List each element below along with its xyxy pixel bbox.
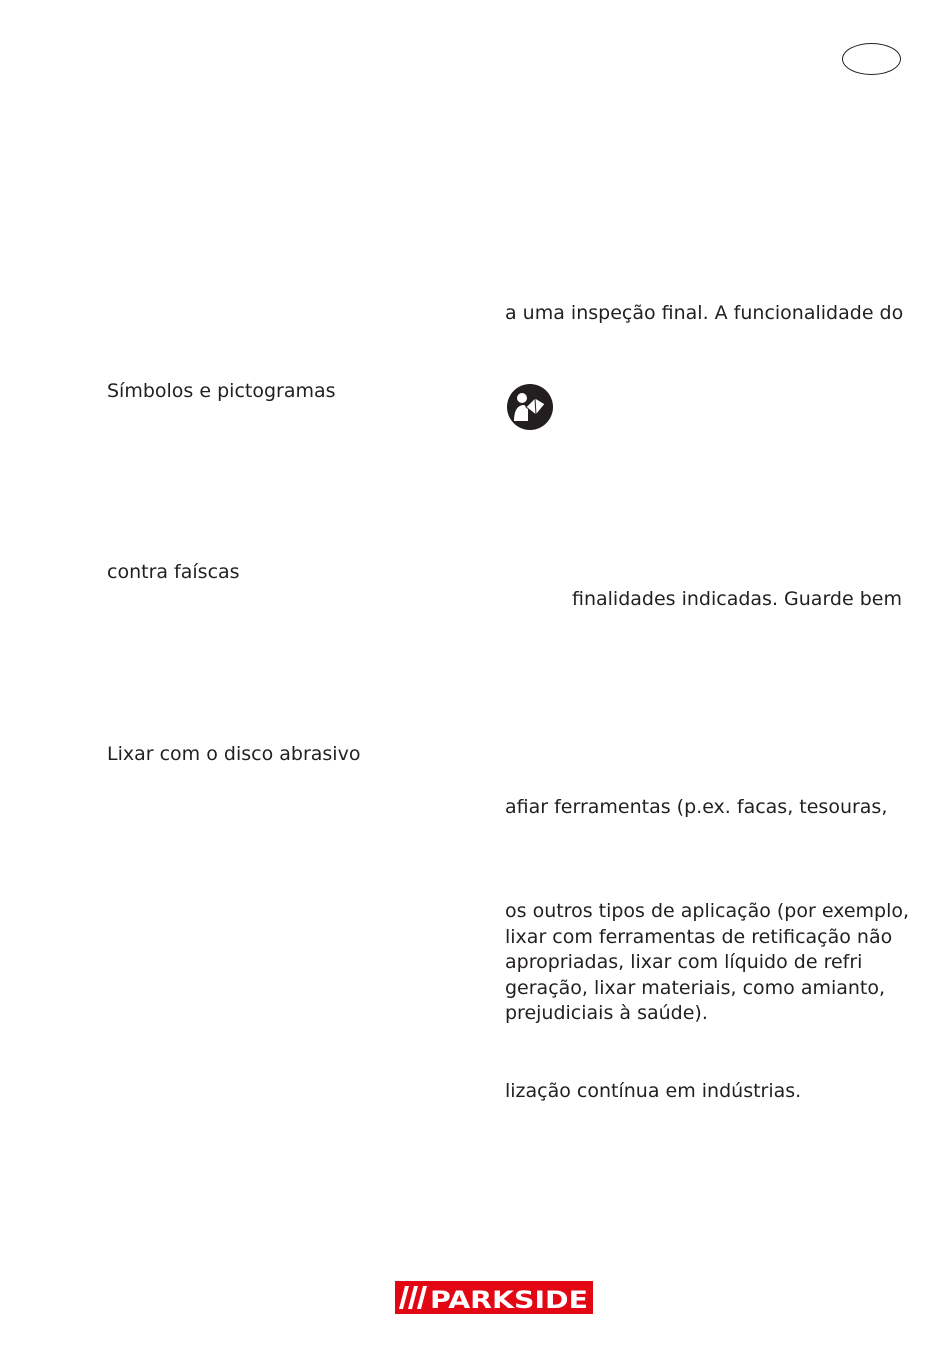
other-uses-line: apropriadas, lixar com líquido de refri <box>505 951 863 973</box>
sparks-text: contra faíscas <box>107 561 240 583</box>
purposes-line: finalidades indicadas. Guarde bem <box>572 588 902 610</box>
other-uses-line: prejudiciais à saúde). <box>505 1002 708 1024</box>
inspection-line: a uma inspeção final. A funcionalidade do <box>505 302 904 324</box>
parkside-logo <box>395 1281 593 1314</box>
language-badge <box>842 43 901 75</box>
industry-line: lização contínua em indústrias. <box>505 1080 802 1102</box>
other-uses-paragraph <box>505 899 909 1027</box>
other-uses-line: lixar com ferramentas de retificação não <box>505 925 893 948</box>
symbols-heading: Símbolos e pictogramas <box>107 380 336 402</box>
other-uses-line: geração, lixar materiais, como amianto, <box>505 976 886 999</box>
read-manual-icon <box>504 383 556 431</box>
sharpen-line: afiar ferramentas (p.ex. facas, tesouras, <box>505 796 888 818</box>
brand-wordmark: PARKSIDE <box>430 1286 588 1314</box>
grinding-text: Lixar com o disco abrasivo <box>107 743 361 765</box>
other-uses-line: os outros tipos de aplicação (por exemplo, <box>505 900 910 922</box>
